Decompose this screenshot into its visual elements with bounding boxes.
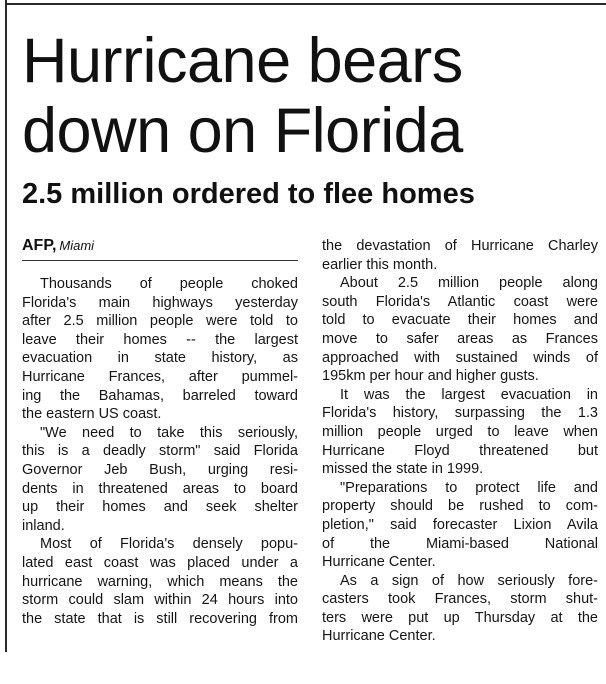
text-line: Governor Jeb Bush, urging resi- (22, 461, 298, 478)
text-line: hurricane warning, which means the (22, 573, 298, 590)
text-line: this is a deadly storm" said Florida (22, 443, 298, 460)
text-line: ters were put up Thursday at the (322, 609, 598, 626)
top-border-rule (7, 3, 606, 5)
article-column-right (322, 237, 598, 646)
text-line: As a sign of how seriously fore- (340, 572, 598, 589)
text-line: Hurricane Center. (322, 554, 436, 571)
text-line: ing the Bahamas, barreled toward (22, 387, 298, 404)
text-line: casters took Frances, storm shut- (322, 591, 598, 608)
text-line: the devastation of Hurricane Charley (322, 238, 598, 254)
headline-line: down on Florida (22, 96, 463, 166)
byline-agency: AFP, (22, 237, 57, 254)
subheadline: 2.5 million ordered to flee homes (22, 178, 475, 210)
text-line: Most of Florida's densely popu- (40, 536, 298, 553)
text-line: property should be rushed to com- (322, 498, 598, 515)
headline-line: Hurricane bears (22, 26, 463, 96)
text-line: missed the state in 1999. (322, 461, 484, 478)
text-line: south Florida's Atlantic coast were (322, 293, 598, 310)
byline (22, 236, 298, 261)
text-line: Thousands of people choked (40, 276, 298, 292)
headline (22, 26, 602, 166)
text-line: About 2.5 million people along (340, 275, 598, 292)
text-line: It was the largest evacuation in (340, 386, 598, 403)
text-line: million people urged to leave when (322, 423, 598, 440)
text-line: Hurricane Center. (322, 628, 436, 645)
text-line: storm could slam within 24 hours into (22, 592, 298, 609)
text-line: move to safer areas as Frances (322, 330, 598, 347)
text-line: Hurricane Frances, after pummel- (22, 368, 298, 385)
text-line: approached with sustained winds of (322, 349, 598, 366)
text-line: the state that is still recovering from (22, 610, 298, 627)
text-line: told to evacuate their homes and (322, 312, 598, 329)
text-line: pletion," said forecaster Lixion Avila (322, 516, 598, 533)
text-line: after 2.5 million people were told to (22, 313, 298, 330)
text-line: earlier this month. (322, 256, 438, 273)
text-line: 195km per hour and higher gusts. (322, 368, 539, 385)
text-line: evacuation in state history, as (22, 350, 298, 367)
text-line: Florida's history, surpassing the 1.3 (322, 405, 598, 422)
text-line: lated east coast was placed under a (22, 554, 298, 571)
text-line: inland. (22, 517, 65, 534)
text-line: Florida's main highways yesterday (22, 294, 298, 311)
text-line: "We need to take this seriously, (40, 424, 298, 441)
text-line: up their homes and seek shelter (22, 499, 298, 516)
text-line: "Preparations to protect life and (340, 479, 598, 496)
text-line: Hurricane Floyd threatened but (322, 442, 598, 459)
text-line: dents in threatened areas to board (22, 480, 298, 497)
byline-dateline: Miami (59, 238, 95, 253)
text-line: the eastern US coast. (22, 406, 162, 423)
text-line: leave their homes -- the largest (22, 331, 298, 348)
article-column-left (22, 275, 298, 628)
text-line: of the Miami-based National (322, 535, 598, 552)
left-border-rule (5, 0, 7, 652)
